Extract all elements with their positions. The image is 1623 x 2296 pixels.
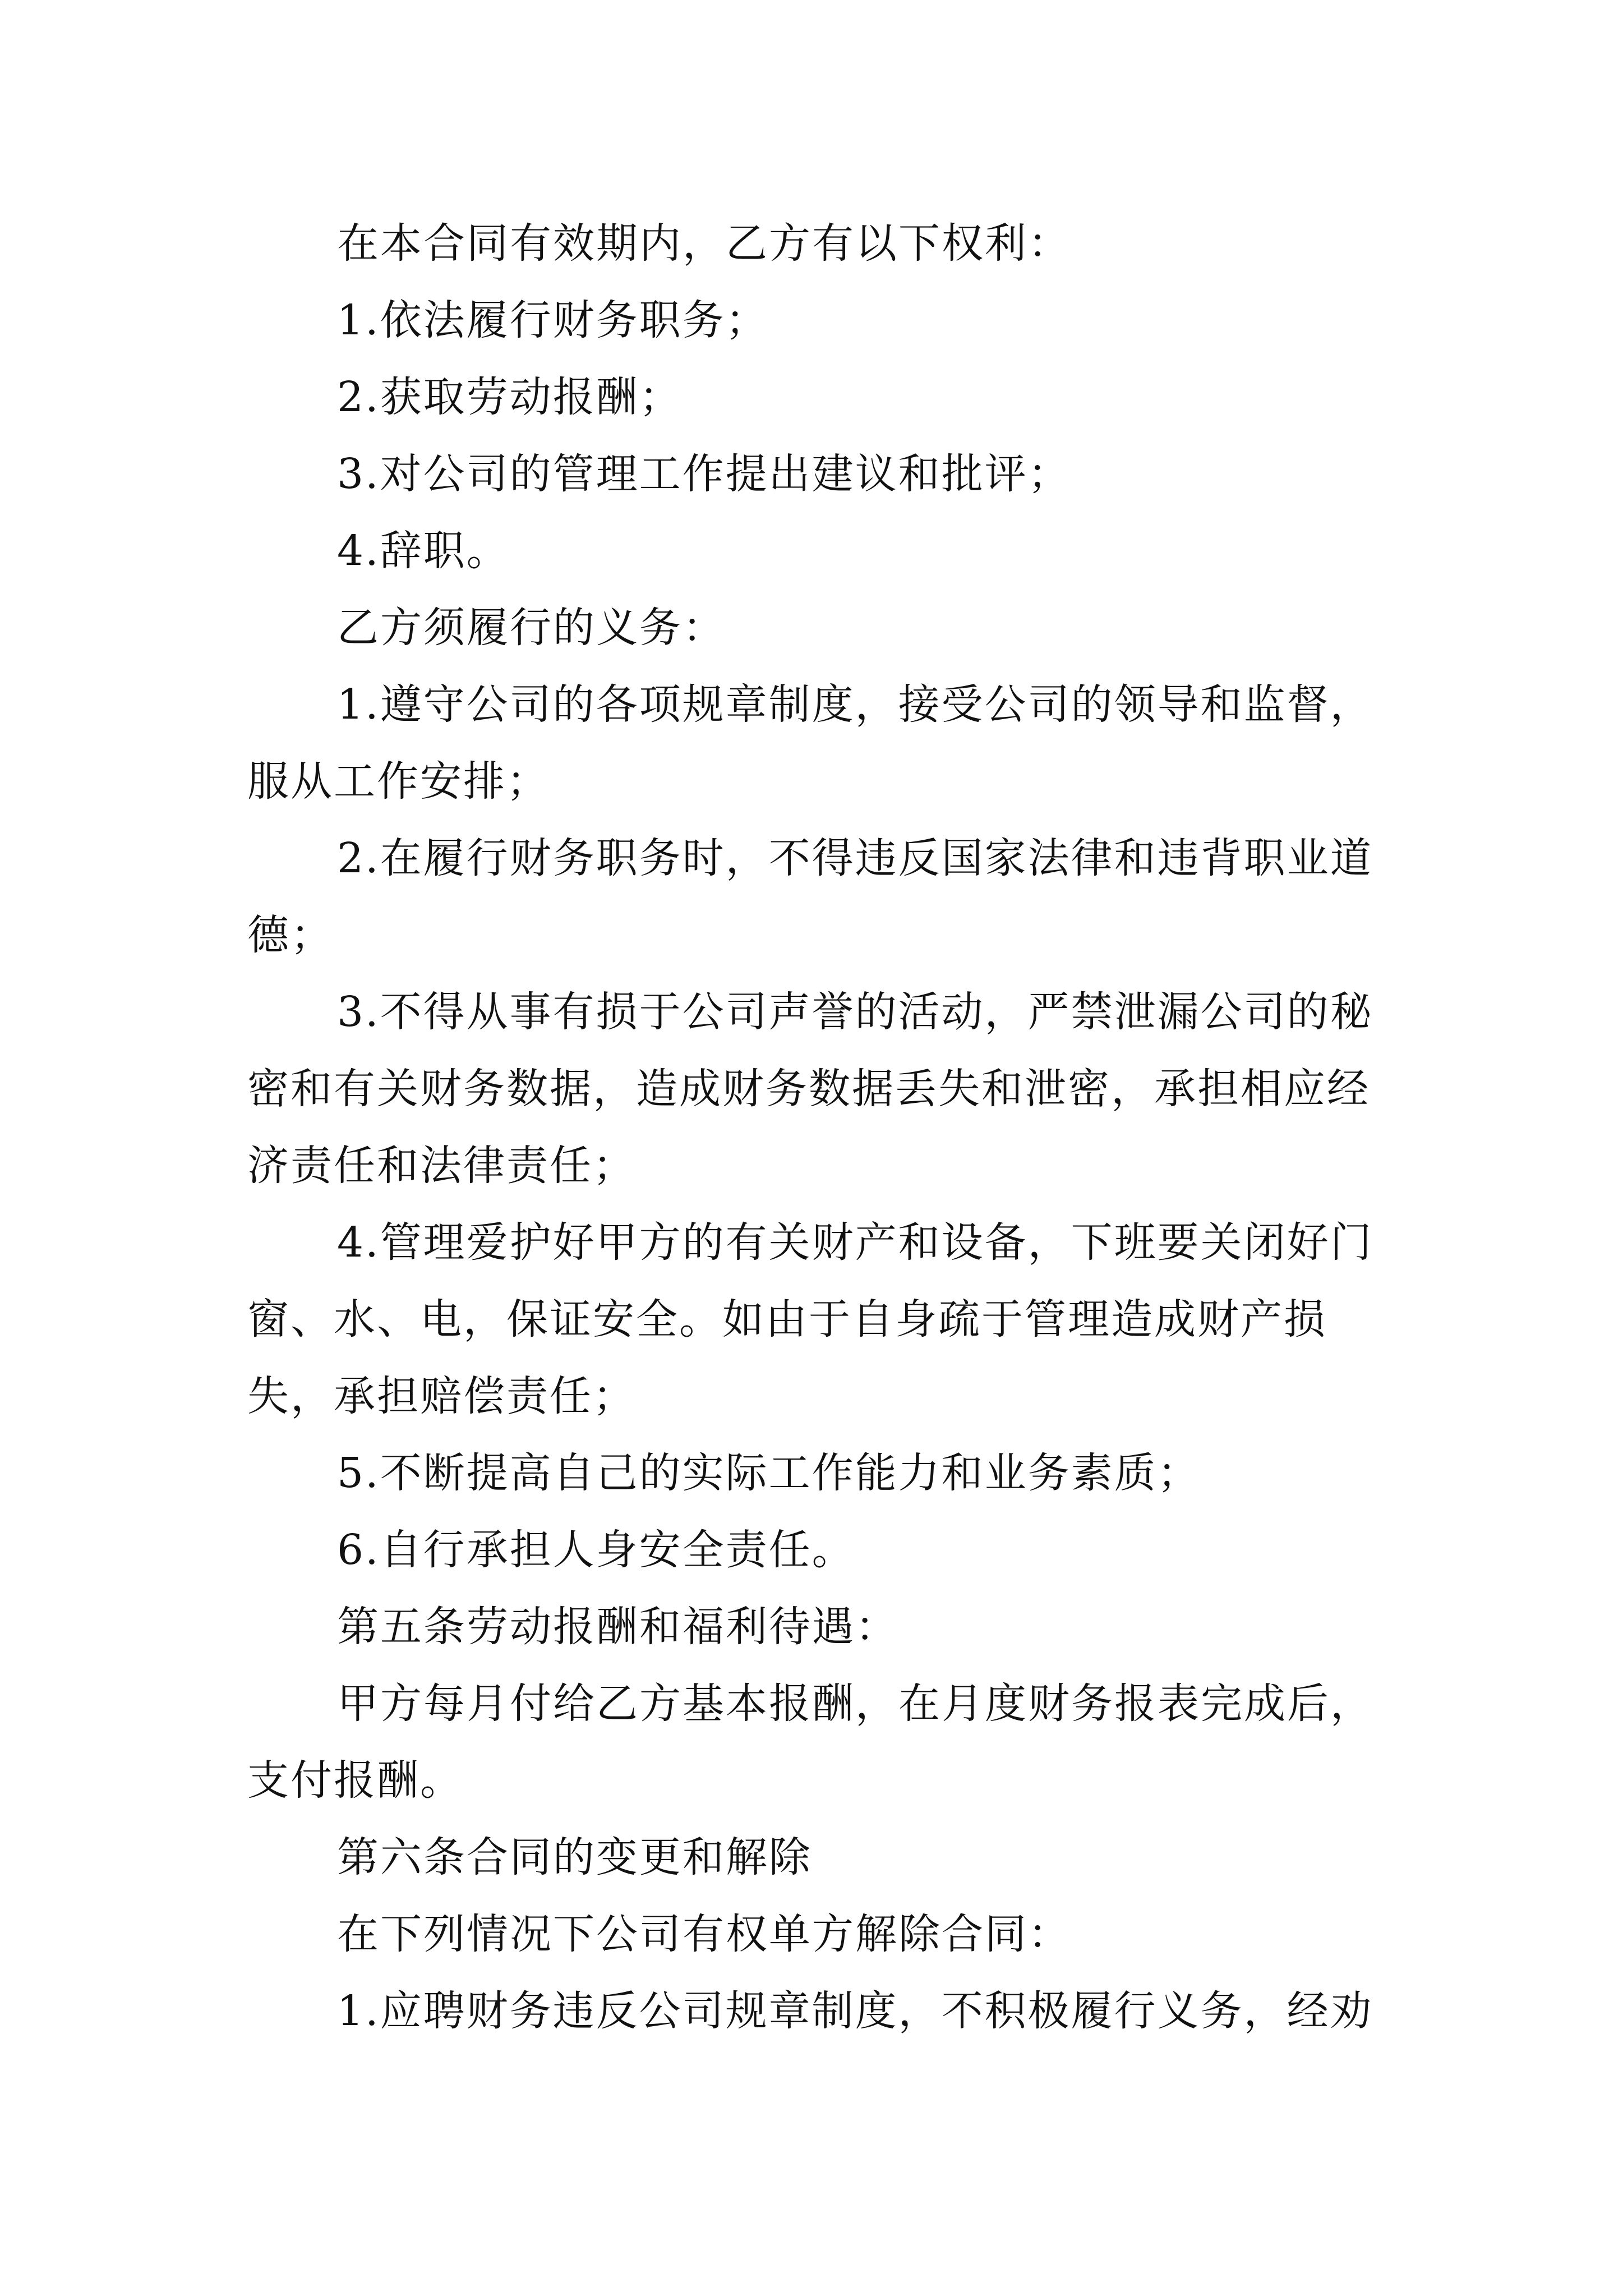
paragraph-right-3: 3.对公司的管理工作提出建议和批评； bbox=[337, 450, 1071, 498]
paragraph-duty-5: 5.不断提高自己的实际工作能力和业务素质； bbox=[337, 1449, 1201, 1497]
paragraph-termination-1: 1.应聘财务违反公司规章制度，不积极履行义务，经劝 bbox=[337, 1987, 1373, 2035]
paragraph-duty-2: 2.在履行财务职务时，不得违反国家法律和违背职业道德； bbox=[247, 834, 1373, 959]
paragraph-remuneration: 甲方每月付给乙方基本报酬，在月度财务报表完成后，支付报酬。 bbox=[247, 1680, 1373, 1805]
heading-article-6: 第六条合同的变更和解除 bbox=[337, 1833, 812, 1881]
paragraph-duty-3: 3.不得从事有损于公司声誉的活动，严禁泄漏公司的秘密和有关财务数据，造成财务数据丢失和泄密，承担相应经济责任和法律责任； bbox=[247, 988, 1373, 1190]
paragraph-duty-4: 4.管理爱护好甲方的有关财产和设备，下班要关闭好门窗、水、电，保证安全。如由于自身疏于管理造成财产损失，承担赔偿责任； bbox=[247, 1218, 1373, 1420]
paragraph-termination-intro: 在下列情况下公司有权单方解除合同： bbox=[337, 1910, 1071, 1958]
paragraph-duty-1: 1.遵守公司的各项规章制度，接受公司的领导和监督，服从工作安排； bbox=[247, 680, 1373, 806]
paragraph-right-1: 1.依法履行财务职务； bbox=[337, 296, 769, 344]
paragraph-duties-intro: 乙方须履行的义务： bbox=[337, 604, 726, 652]
paragraph-right-4: 4.辞职。 bbox=[337, 527, 510, 575]
paragraph-rights-intro: 在本合同有效期内，乙方有以下权利： bbox=[337, 219, 1071, 268]
paragraph-duty-6: 6.自行承担人身安全责任。 bbox=[337, 1526, 855, 1574]
heading-article-5: 第五条劳动报酬和福利待遇： bbox=[337, 1603, 898, 1651]
paragraph-right-2: 2.获取劳动报酬； bbox=[337, 373, 683, 421]
